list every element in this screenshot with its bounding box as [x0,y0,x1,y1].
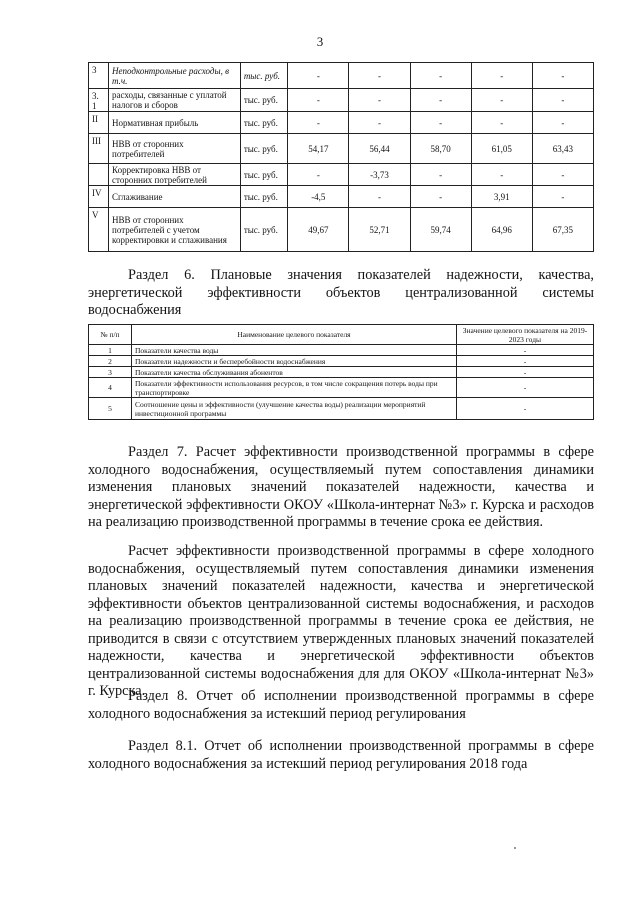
row-value: 67,35 [532,208,593,252]
row-unit: тыс. руб. [240,134,287,164]
row-value: - [288,89,349,112]
header-num: № п/п [89,325,132,345]
page-number: 3 [316,34,324,49]
table-row [89,164,594,186]
section-8-heading: Раздел 8. Отчет об исполнении производственной программы в сфере холодного водоснабжения за истекший период регулирования [88,688,594,722]
row-value: 3,91 [471,186,532,208]
row-number: 3 [89,367,132,378]
row-value: - [410,89,471,112]
row-value: - [457,367,594,378]
table-row [89,356,594,367]
row-value: 63,43 [532,134,593,164]
row-value: - [457,356,594,367]
row-value: - [532,63,593,89]
row-value: - [349,112,410,134]
row-unit: тыс. руб. [240,186,287,208]
row-unit: тыс. руб. [240,89,287,112]
row-value: - [349,63,410,89]
row-value: - [471,112,532,134]
row-unit: тыс. руб. [240,164,287,186]
table-row [89,378,594,398]
row-label: НВВ от сторонних потребителей [109,134,241,164]
row-value: 64,96 [471,208,532,252]
row-value: - [410,164,471,186]
row-number: V [89,208,109,252]
row-label: Корректировка НВВ от сторонних потребителей [109,164,241,186]
table-row [89,398,594,420]
row-value: - [471,164,532,186]
row-value: - [410,63,471,89]
table-row [89,345,594,356]
row-number: 1 [89,345,132,356]
row-value: - [410,186,471,208]
row-unit: тыс. руб. [240,208,287,252]
row-value: 54,17 [288,134,349,164]
row-number: 5 [89,398,132,420]
row-value: 49,67 [288,208,349,252]
row-number: III [89,134,109,164]
row-value: - [457,398,594,420]
header-value: Значение целевого показателя на 2019-2023 годы [457,325,594,345]
header-name: Наименование целевого показателя [132,325,457,345]
row-number: 4 [89,378,132,398]
row-number: 3 [89,63,109,89]
row-number: IV [89,186,109,208]
row-unit: тыс. руб. [240,63,287,89]
table-row [89,89,594,112]
table-row [89,134,594,164]
row-label: Сглаживание [109,186,241,208]
row-value: - [349,89,410,112]
table-row [89,367,594,378]
row-value: - [532,89,593,112]
row-value: - [288,63,349,89]
row-value: - [471,63,532,89]
row-value: 59,74 [410,208,471,252]
row-unit: тыс. руб. [240,112,287,134]
row-label: Показатели качества обслуживания абонентов [132,367,457,378]
table-header-row [89,325,594,345]
row-value: - [457,345,594,356]
row-label: Показатели качества воды [132,345,457,356]
row-value: -4,5 [288,186,349,208]
row-number: 3. 1 [89,89,109,112]
row-value: - [349,186,410,208]
section-8-1-heading: Раздел 8.1. Отчет об исполнении производственной программы в сфере холодного водоснабжения за истекший период регулирования 2018 года [88,738,594,772]
row-value: 56,44 [349,134,410,164]
row-value: - [288,164,349,186]
row-value: - [288,112,349,134]
row-value: - [457,378,594,398]
row-label: Показатели надежности и бесперебойности водоснабжения [132,356,457,367]
row-label: расходы, связанные с уплатой налогов и сборов [109,89,241,112]
row-label: Соотношение цены и эффективности (улучшение качества воды) реализации мероприятий инвестиционной программы [132,398,457,420]
section-7-text: Раздел 7. Расчет эффективности производственной программы в сфере холодного водоснабжения, осуществляемый путем сопоставления динамики изменения плановых значений показателей надежности, качества и энергетической эффективности ОКОУ «Школа-интернат №3» г. Курска и расходов на реализацию производственной программы в течение срока ее действия. [88,444,594,530]
row-value: - [532,164,593,186]
target-indicators-table [88,324,594,420]
row-label: Неподконтрольные расходы, в т.ч. [109,63,241,89]
efficiency-paragraph: Расчет эффективности производственной программы в сфере холодного водоснабжения, осуществляемый путем сопоставления динамики изменения плановых значений показателей надежности, качества и энергетической эффективности объектов централизованной системы водоснабжения, и расходов на реализацию производственной программы в течение срока ее действия, не приводится в связи с отсутствием утвержденных плановых значений показателей надежности, качества и энергетической эффективности объектов централизованной системы водоснабжения для для ОКОУ «Школа-интернат №3» г. Курска. [88,543,594,699]
row-value: 58,70 [410,134,471,164]
section-6-heading: Раздел 6. Плановые значения показателей надежности, качества, энергетической эффективности объектов централизованной системы водоснабжения [88,267,594,318]
table-row [89,63,594,89]
row-value: - [532,186,593,208]
table-row [89,208,594,252]
financial-table [88,62,594,252]
row-number [89,164,109,186]
table-row [89,186,594,208]
row-value: - [471,89,532,112]
row-value: -3,73 [349,164,410,186]
row-number: 2 [89,356,132,367]
row-number: II [89,112,109,134]
row-label: Нормативная прибыль [109,112,241,134]
row-value: 52,71 [349,208,410,252]
row-value: - [410,112,471,134]
scan-speck [514,847,516,849]
row-label: НВВ от сторонних потребителей с учетом корректировки и сглаживания [109,208,241,252]
table-row [89,112,594,134]
row-value: - [532,112,593,134]
row-value: 61,05 [471,134,532,164]
row-label: Показатели эффективности использования ресурсов, в том числе сокращения потерь воды при транспортировке [132,378,457,398]
